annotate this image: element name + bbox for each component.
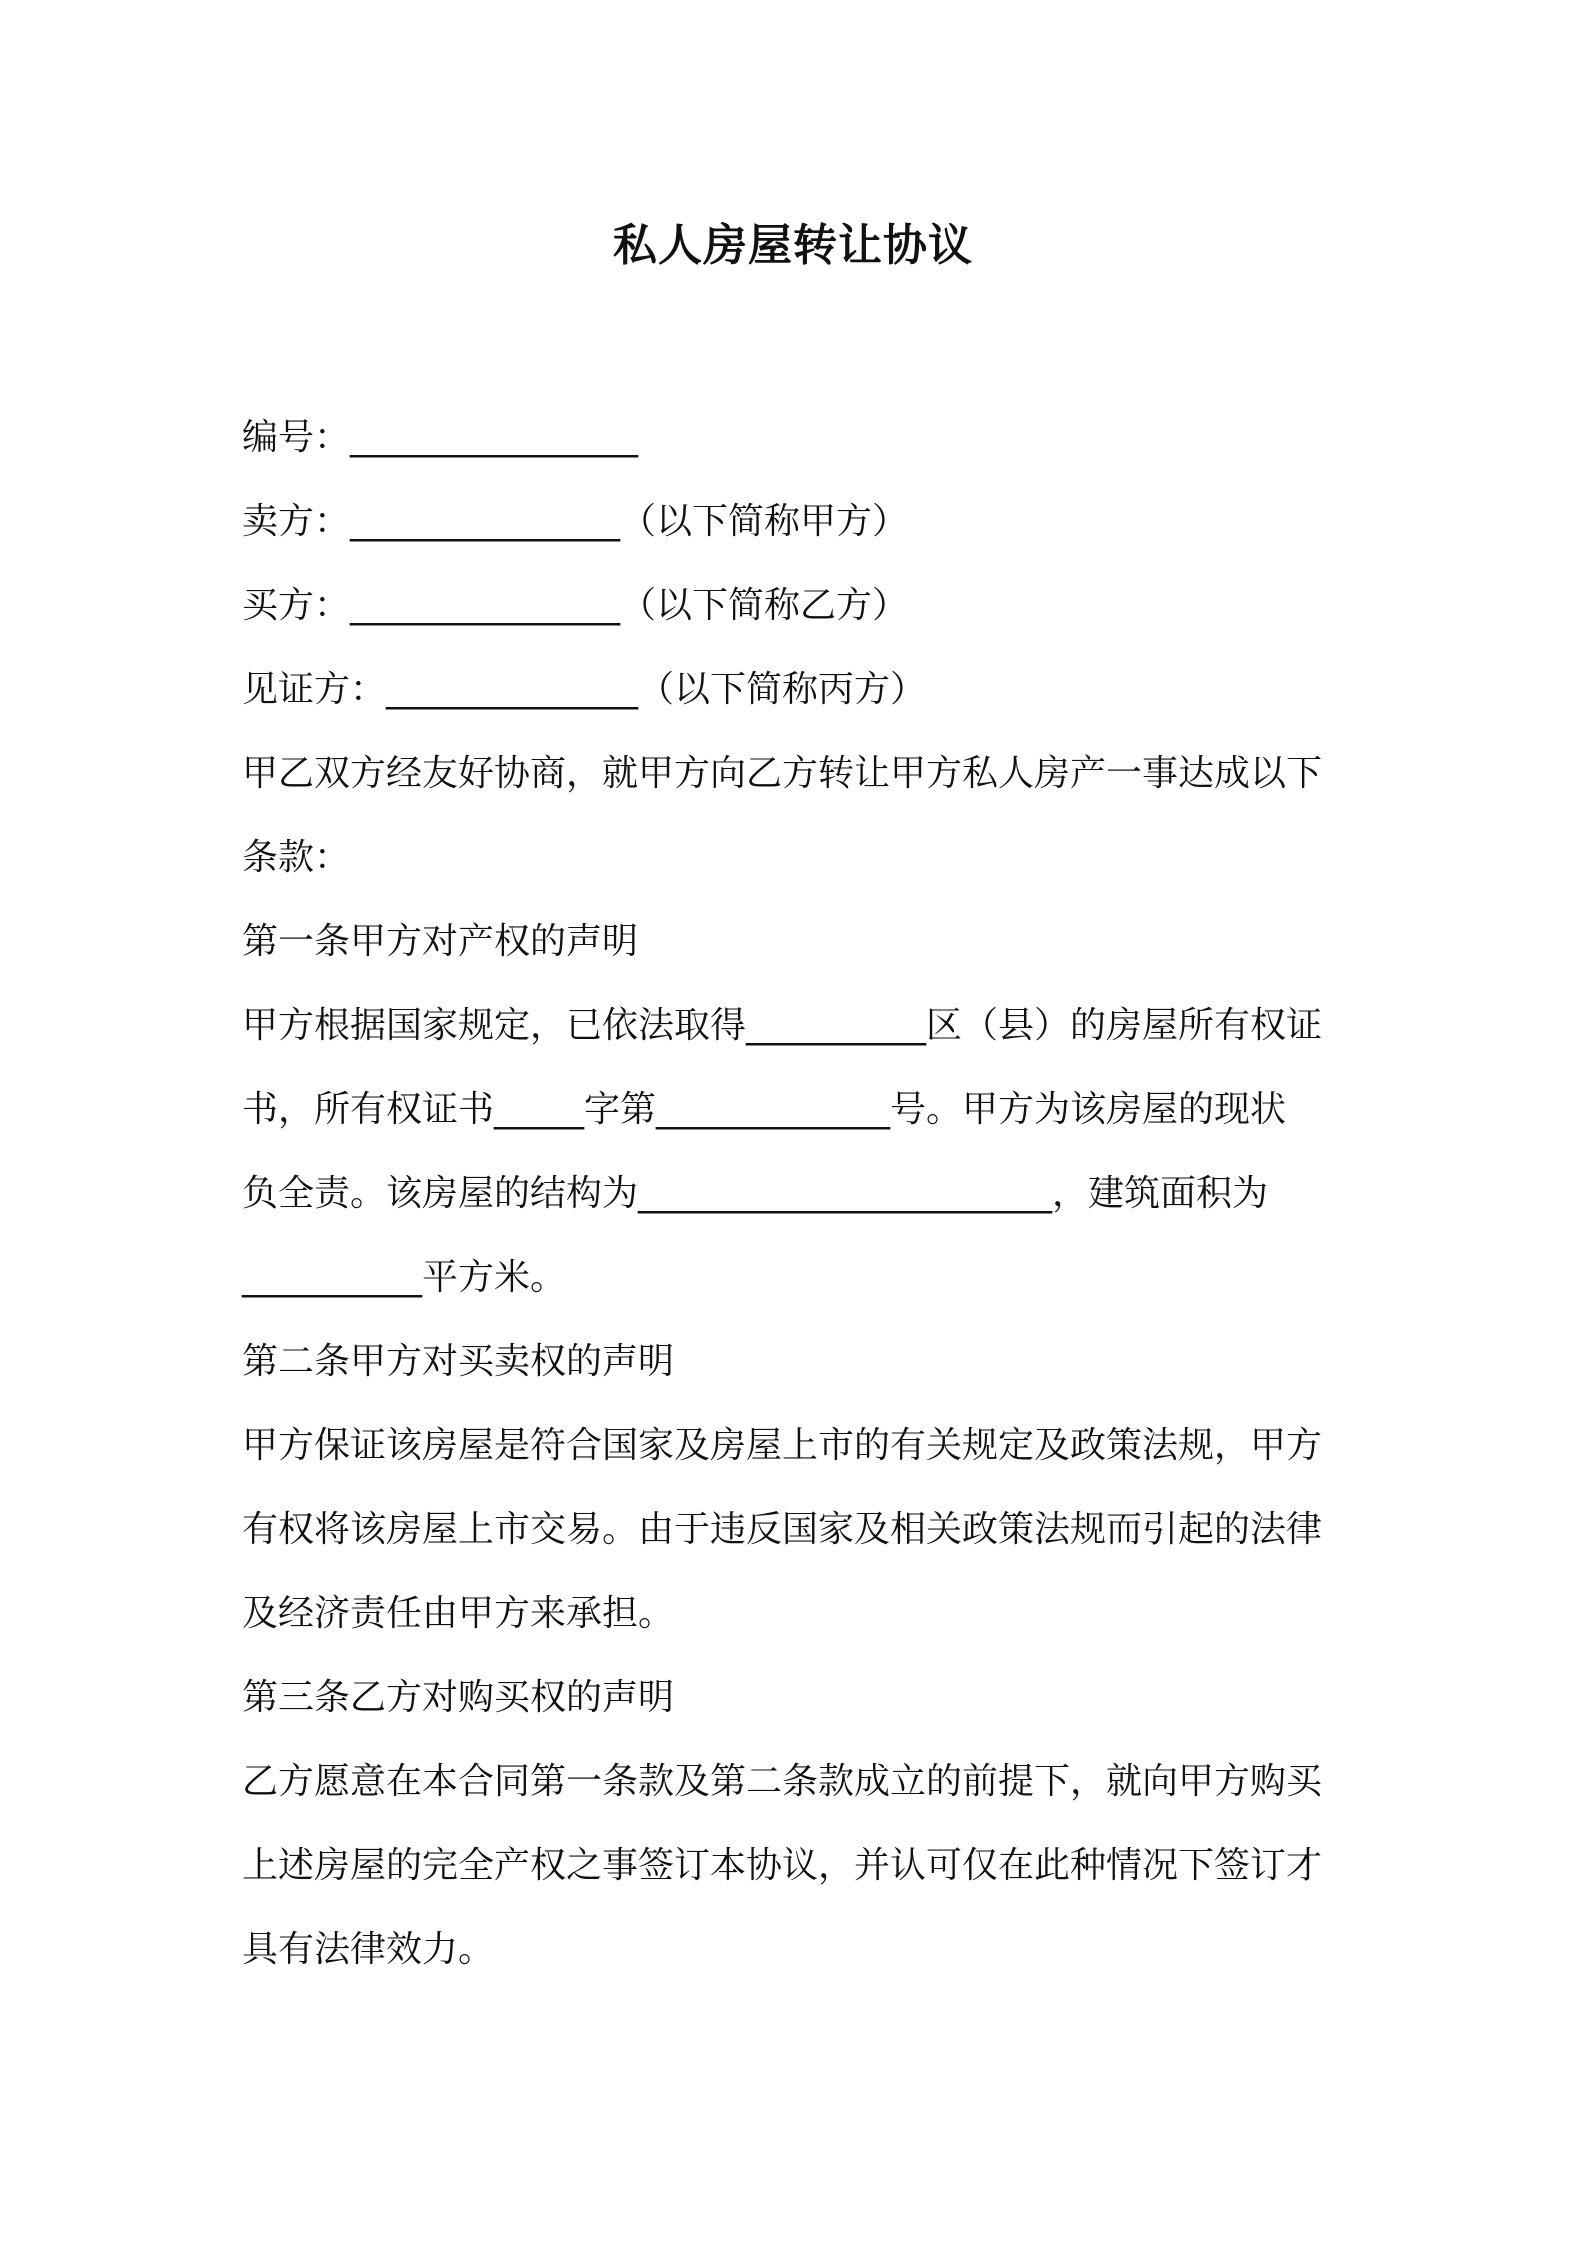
article-2-heading: 第二条甲方对买卖权的声明 xyxy=(242,1341,675,1382)
article-1-body-line: __________平方米。 xyxy=(242,1257,567,1298)
article-1-body-line: 书，所有权证书_____字第_____________号。甲方为该房屋的现状 xyxy=(242,1089,1287,1130)
intro-paragraph-line: 条款： xyxy=(242,837,351,878)
serial-number-line: 编号：________________ xyxy=(242,417,639,458)
seller-line: 卖方：_______________（以下简称甲方） xyxy=(242,501,909,542)
article-3-body-line: 具有法律效力。 xyxy=(242,1929,495,1970)
witness-line: 见证方：______________（以下简称丙方） xyxy=(242,669,927,710)
document-title: 私人房屋转让协议 xyxy=(613,220,973,271)
article-2-body-line: 有权将该房屋上市交易。由于违反国家及相关政策法规而引起的法律 xyxy=(242,1509,1323,1550)
article-3-body-line: 乙方愿意在本合同第一条款及第二条款成立的前提下，就向甲方购买 xyxy=(242,1761,1323,1802)
buyer-line: 买方：_______________（以下简称乙方） xyxy=(242,585,909,626)
article-1-body-line: 甲方根据国家规定，已依法取得__________区（县）的房屋所有权证 xyxy=(242,1005,1323,1046)
intro-paragraph-line: 甲乙双方经友好协商，就甲方向乙方转让甲方私人房产一事达成以下 xyxy=(242,753,1323,794)
article-1-heading: 第一条甲方对产权的声明 xyxy=(242,921,639,962)
article-3-body-line: 上述房屋的完全产权之事签订本协议，并认可仅在此种情况下签订才 xyxy=(242,1845,1323,1886)
article-1-body-line: 负全责。该房屋的结构为_______________________，建筑面积为 xyxy=(242,1173,1269,1214)
article-2-body-line: 及经济责任由甲方来承担。 xyxy=(242,1593,675,1634)
article-2-body-line: 甲方保证该房屋是符合国家及房屋上市的有关规定及政策法规，甲方 xyxy=(242,1425,1323,1466)
article-3-heading: 第三条乙方对购买权的声明 xyxy=(242,1677,675,1718)
